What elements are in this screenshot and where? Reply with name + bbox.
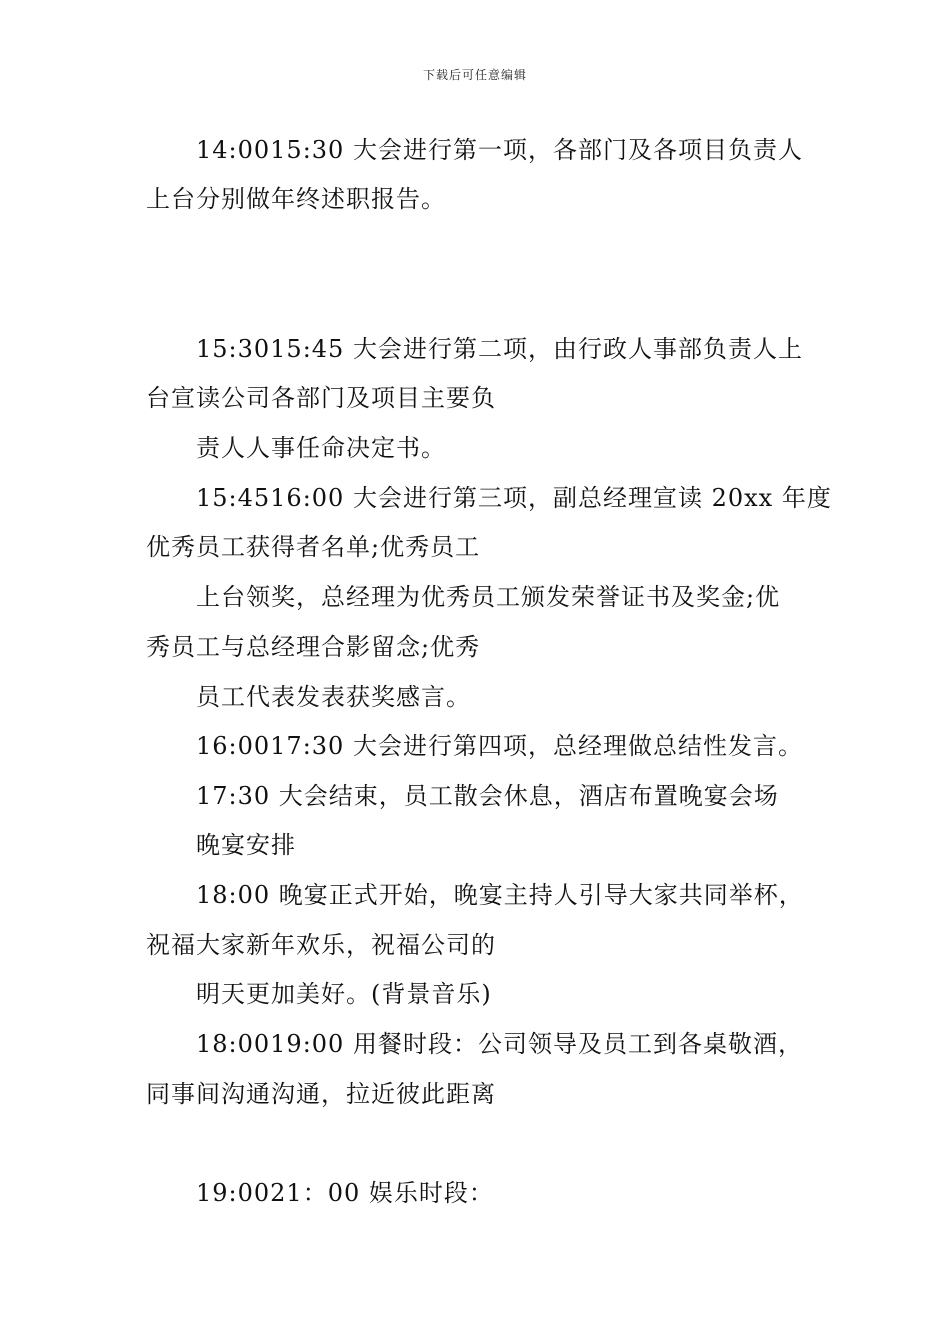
paragraph-line: 18:0019:00 用餐时段：公司领导及员工到各桌敬酒， <box>196 1030 803 1058</box>
paragraph-line: 上台分别做年终述职报告。 <box>146 185 446 213</box>
page-header: 下载后可任意编辑 <box>422 68 527 82</box>
paragraph-line: 19:0021：00 娱乐时段： <box>196 1179 494 1207</box>
paragraph-line: 同事间沟通沟通，拉近彼此距离 <box>146 1080 496 1108</box>
paragraph-line: 15:3015:45 大会进行第二项，由行政人事部负责人上 <box>196 335 803 363</box>
paragraph-line: 明天更加美好。(背景音乐) <box>196 980 492 1008</box>
paragraph-line: 15:4516:00 大会进行第三项，副总经理宣读 20xx 年度 <box>196 484 832 512</box>
paragraph-line: 上台领奖，总经理为优秀员工颁发荣誉证书及奖金;优 <box>196 583 781 611</box>
paragraph-line: 17:30 大会结束，员工散会休息，酒店布置晚宴会场 <box>196 782 779 810</box>
paragraph-line: 责人人事任命决定书。 <box>196 434 446 462</box>
paragraph-line: 秀员工与总经理合影留念;优秀 <box>146 633 481 661</box>
paragraph-line: 优秀员工获得者名单;优秀员工 <box>146 533 481 561</box>
paragraph-line: 台宣读公司各部门及项目主要负 <box>146 384 496 412</box>
section-heading: 晚宴安排 <box>196 831 296 859</box>
paragraph-line: 16:0017:30 大会进行第四项，总经理做总结性发言。 <box>196 732 803 760</box>
paragraph-line: 祝福大家新年欢乐，祝福公司的 <box>146 931 496 959</box>
paragraph-line: 员工代表发表获奖感言。 <box>196 683 471 711</box>
paragraph-line: 18:00 晚宴正式开始，晚宴主持人引导大家共同举杯， <box>196 881 804 909</box>
paragraph-line: 14:0015:30 大会进行第一项，各部门及各项目负责人 <box>196 136 803 164</box>
